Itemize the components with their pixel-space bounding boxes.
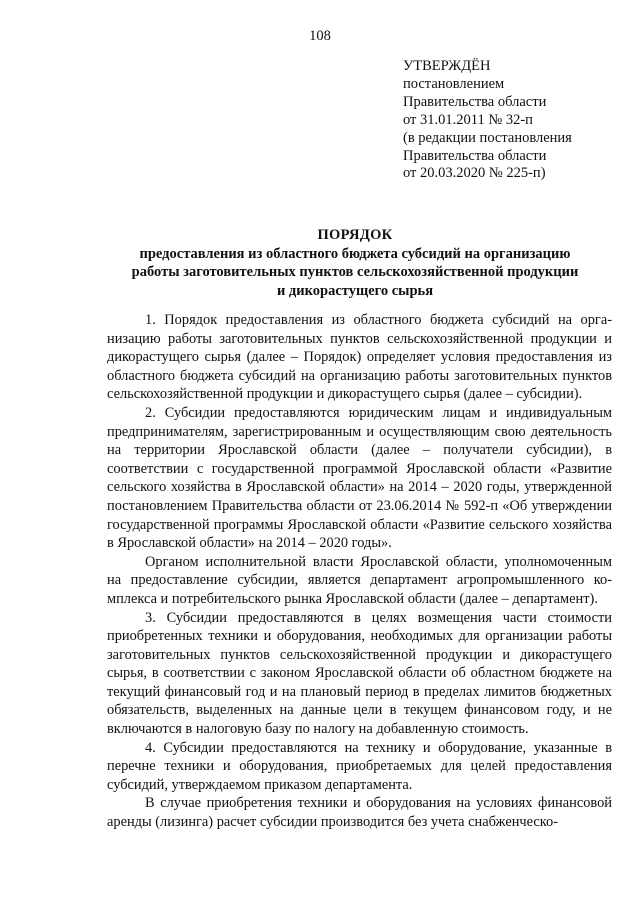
approval-line: от 31.01.2011 № 32-п xyxy=(403,111,533,128)
approval-line: от 20.03.2020 № 225-п) xyxy=(403,165,546,182)
page-number: 108 xyxy=(309,28,331,44)
document-title xyxy=(90,226,620,300)
title-line: предоставления из областного бюджета субсидий на организацию xyxy=(139,245,571,262)
title-main: ПОРЯДОК xyxy=(317,227,393,243)
paragraph-3: 3. Субсидии предоставляются в целях возмещения части стоимости приобретенных техники и оборудования, необходимых для организации работы заготовительных пунктов сельскохозяйственной продукции и дикорастущего сырья, в соответствии с законом Ярославской области об областном бюджете на текущий финансовый год и на плановый период в пределах лимитов бюджетных обязательств, выделенных на данные цели в текущем финансовом году, и не включаются в налоговую базу по налогу на добавленную стоимость. xyxy=(107,609,612,738)
approval-line: Правительства области xyxy=(403,147,547,164)
approval-stamp xyxy=(403,58,633,183)
approval-line: (в редакции постановления xyxy=(403,129,572,146)
paragraph-authority: Органом исполнительной власти Ярославской области, уполномоченным на предоставление субсидии, является департамент агропромышленного комплекса и потребительского рынка Ярославской области (далее – департамент). xyxy=(107,553,612,607)
paragraph-2: 2. Субсидии предоставляются юридическим лицам и индивидуальным предпринимателям, зарегистрированным и осуществляющим свою деятельность на территории Ярославской области (далее – получатели субсидии), в соответствии с государственной программой Ярославской области «Развитие сельского хозяйства в Ярославской области» на 2014 – 2020 годы, утвержденной постановлением Правительства области от 23.06.2014 № 592-п «Об утверждении государственной программы Ярославской области «Развитие сельского хозяйства в Ярославской области» на 2014 – 2020 годы». xyxy=(107,404,612,552)
title-line: работы заготовительных пунктов сельскохозяйственной продукции xyxy=(131,264,579,280)
document-body xyxy=(107,311,612,832)
approval-line: Правительства области xyxy=(403,93,547,110)
paragraph-4: 4. Субсидии предоставляются на технику и оборудование, указанные в перечне техники и оборудования, приобретаемых для целей предоставления субсидий, утверждаемом приказом департамента. xyxy=(107,739,612,793)
approval-line: УТВЕРЖДЁН xyxy=(403,58,491,74)
paragraph-1: 1. Порядок предоставления из областного бюджета субсидий на организацию работы заготовительных пунктов сельскохозяйственной продукции и дикорастущего сырья (далее – Порядок) определяет условия предоставления из областного бюджета субсидий на организацию работы заготовительных пунктов сельскохозяйственной продукции и дикорастущего сырья (далее – субсидии). xyxy=(107,312,612,403)
paragraph-leasing: В случае приобретения техники и оборудования на условиях финансовой аренды (лизинга) расчет субсидии производится без учета снабженческо- xyxy=(107,795,612,831)
title-line: и дикорастущего сырья xyxy=(276,282,434,299)
approval-line: постановлением xyxy=(403,75,505,92)
